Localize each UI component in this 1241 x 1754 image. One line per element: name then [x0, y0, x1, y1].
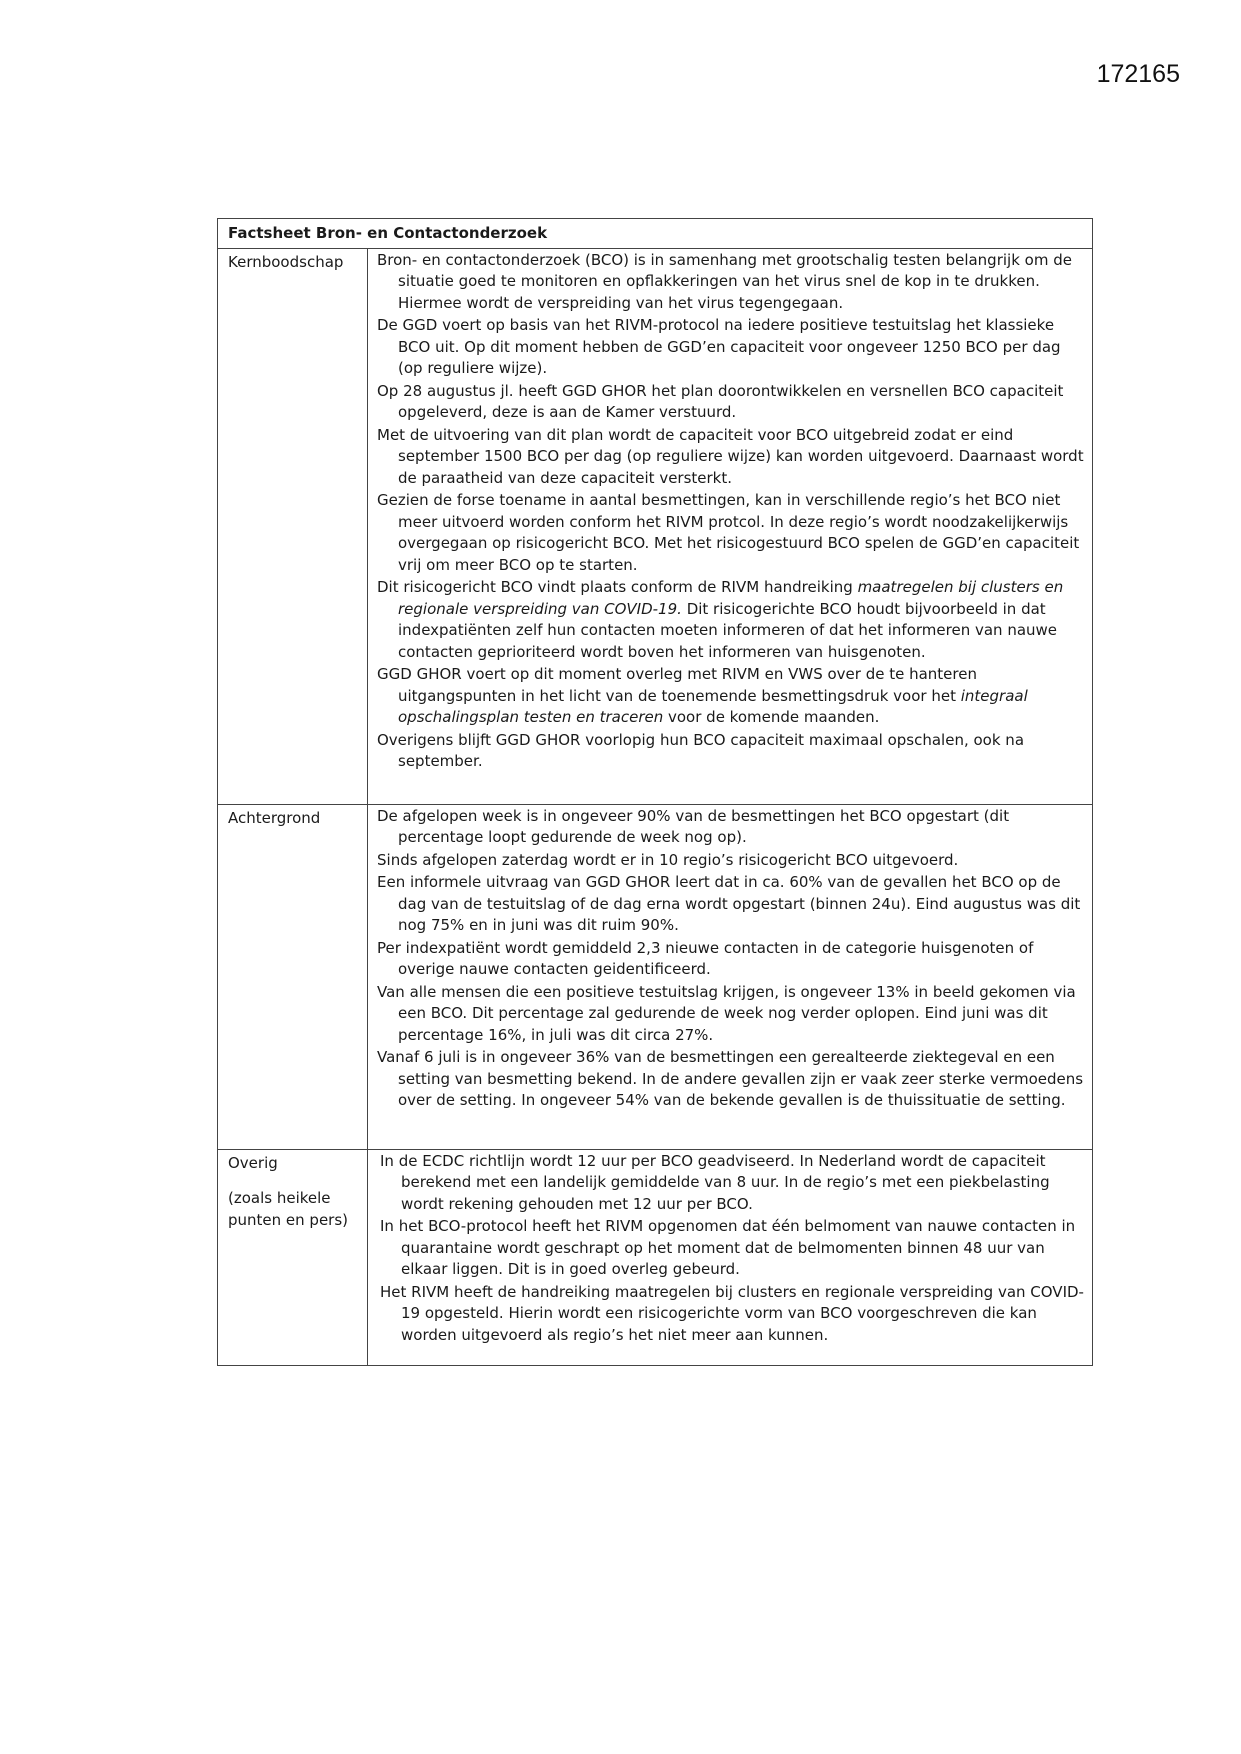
paragraph: Per indexpatiënt wordt gemiddeld 2,3 nieuwe contacten in de categorie huisgenoten of overige nauwe contacten geidentificeerd.: [377, 938, 1034, 978]
table-title-row: [218, 219, 1093, 249]
paragraph: Een informele uitvraag van GGD GHOR leert dat in ca. 60% van de gevallen het BCO op de dag van de testuitslag of de dag erna wordt opgestart (binnen 24u). Eind augustus was dit nog 75% en in juni was dit ruim 90%.: [377, 873, 1081, 934]
section-row-achtergrond: [218, 804, 1093, 1149]
paragraph: Dit risicogericht BCO vindt plaats conform de RIVM handreiking maatregelen bij clusters en regionale verspreiding van COVID-19. Dit risicogerichte BCO houdt bijvoorbeeld in dat indexpatiënten zelf hun contacten moeten informeren of dat het informeren van nauwe contacten geprioriteerd wordt boven het informeren van huisgenoten.: [377, 578, 1064, 661]
paragraph: Op 28 augustus jl. heeft GGD GHOR het plan doorontwikkelen en versnellen BCO capaciteit opgeleverd, deze is aan de Kamer verstuurd.: [377, 381, 1064, 421]
paragraph: De GGD voert op basis van het RIVM-protocol na iedere positieve testuitslag het klassieke BCO uit. Op dit moment hebben de GGD’en capaciteit voor ongeveer 1250 BCO per dag (op reguliere wijze).: [377, 316, 1061, 377]
paragraph: In het BCO-protocol heeft het RIVM opgenomen dat één belmoment van nauwe contacten in quarantaine wordt geschrapt op het moment dat de belmomenten binnen 48 uur van elkaar liggen. Dit is in goed overleg gebeurd.: [380, 1217, 1076, 1278]
paragraph: Overigens blijft GGD GHOR voorlopig hun BCO capaciteit maximaal opschalen, ook na september.: [377, 730, 1025, 770]
section-content-overig: [368, 1149, 1093, 1365]
section-label-achtergrond: Achtergrond: [218, 804, 368, 1149]
paragraph: Het RIVM heeft de handreiking maatregelen bij clusters en regionale verspreiding van COVID-19 opgesteld. Hierin wordt een risicogerichte vorm van BCO voorgeschreven die kan worden uitgevoerd als regio’s het niet meer aan kunnen.: [380, 1282, 1084, 1344]
paragraph: Van alle mensen die een positieve testuitslag krijgen, is ongeveer 13% in beeld gekomen via een BCO. Dit percentage zal gedurende de week nog verder oplopen. Eind juni was dit percentage 16%, in juli was dit circa 27%.: [377, 982, 1076, 1044]
paragraph: In de ECDC richtlijn wordt 12 uur per BCO geadviseerd. In Nederland wordt de capaciteit berekend met een landelijk gemiddelde van 8 uur. In de regio’s met een piekbelasting wordt rekening gehouden met 12 uur per BCO.: [380, 1151, 1050, 1213]
paragraph: Met de uitvoering van dit plan wordt de capaciteit voor BCO uitgebreid zodat er eind september 1500 BCO per dag (op reguliere wijze) kan worden uitgevoerd. Daarnaast wordt de paraatheid van deze capaciteit versterkt.: [377, 425, 1084, 487]
section-content-achtergrond: [368, 804, 1093, 1149]
section-content-kernboodschap: [368, 248, 1093, 804]
paragraph: Sinds afgelopen zaterdag wordt er in 10 regio’s risicogericht BCO uitgevoerd.: [377, 850, 959, 869]
factsheet-table: [217, 218, 1093, 1366]
paragraph: Gezien de forse toename in aantal besmettingen, kan in verschillende regio’s het BCO niet meer uitvoerd worden conform het RIVM protcol. In deze regio’s wordt noodzakelijkerwijs overgegaan op risicogericht BCO. Met het risicogestuurd BCO spelen de GGD’en capaciteit vrij om meer BCO op te starten.: [377, 491, 1080, 574]
factsheet-title: Factsheet Bron- en Contactonderzoek: [218, 219, 1093, 249]
document-number: 172165: [1096, 60, 1180, 88]
section-label-kernboodschap: Kernboodschap: [218, 248, 368, 804]
italic-reference: integraal opschalingsplan testen en traceren: [398, 686, 1028, 726]
section-row-kernboodschap: [218, 248, 1093, 804]
section-row-overig: [218, 1149, 1093, 1365]
paragraph: De afgelopen week is in ongeveer 90% van de besmettingen het BCO opgestart (dit percentage loopt gedurende de week nog op).: [377, 806, 1010, 846]
section-label-overig: [218, 1149, 368, 1365]
paragraph: Vanaf 6 juli is in ongeveer 36% van de besmettingen een gerealteerde ziektegeval en een setting van besmetting bekend. In de andere gevallen zijn er vaak zeer sterke vermoedens over de setting. In ongeveer 54% van de bekende gevallen is de thuissituatie de setting.: [377, 1048, 1084, 1109]
section-sublabel: (zoals heikele punten en pers): [228, 1189, 349, 1229]
paragraph: Bron- en contactonderzoek (BCO) is in samenhang met grootschalig testen belangrijk om de situatie goed te monitoren en opflakkeringen van het virus snel de kop in te drukken. Hiermee wordt de verspreiding van het virus tegengegaan.: [377, 250, 1072, 312]
italic-reference: maatregelen bij clusters en regionale verspreiding van COVID-19.: [398, 578, 1064, 618]
section-label-text: Overig: [228, 1153, 278, 1172]
paragraph: GGD GHOR voert op dit moment overleg met RIVM en VWS over de te hanteren uitgangspunten in het licht van de toenemende besmettingsdruk voor het integraal opschalingsplan testen en traceren voor de komende maanden.: [377, 665, 1028, 726]
